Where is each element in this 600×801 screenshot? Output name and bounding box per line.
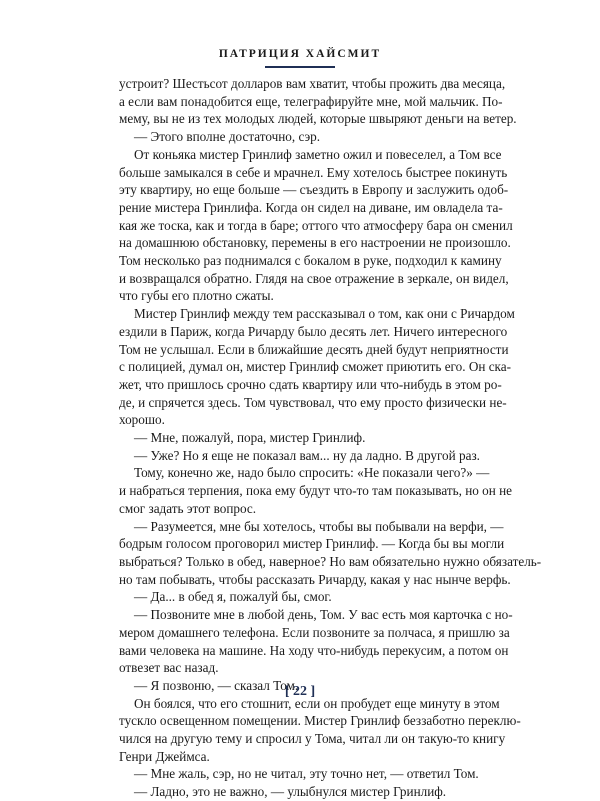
text-line: и возвращался обратно. Глядя на свое отражение в зеркале, он видел, — [119, 270, 509, 286]
text-line: отвезет вас назад. — [119, 660, 219, 676]
text-line: Он боялся, что его стошнит, если он пробудет еще минуту в этом — [134, 695, 500, 711]
text-line: а если вам понадобится еще, телеграфируйте мне, мой мальчик. По- — [119, 93, 503, 109]
running-header — [0, 48, 600, 68]
text-line: — Уже? Но я еще не показал вам... ну да ладно. В другой раз. — [134, 447, 480, 463]
text-line: вами человека на машине. На ходу что-нибудь перекусим, а потом он — [119, 642, 509, 658]
text-line: бодрым голосом проговорил мистер Гринлиф. — Когда бы вы могли — [119, 536, 505, 552]
text-line: — Я позвоню, — сказал Том. — [134, 677, 299, 693]
text-line: мером домашнего телефона. Если позвоните за полчаса, я пришлю за — [119, 624, 510, 640]
text-line: с полицией, думал он, мистер Гринлиф сможет приютить его. Он ска- — [119, 359, 512, 375]
text-line: жет, что пришлось срочно сдать квартиру или что-нибудь в этом ро- — [119, 376, 502, 392]
text-line: кая же тоска, как и тогда в баре; оттого что атмосферу бара он сменил — [119, 217, 513, 233]
text-line: смог задать этот вопрос. — [119, 500, 257, 516]
text-line: — Да... в обед я, пожалуй бы, смог. — [134, 589, 332, 605]
text-line: Тому, конечно же, надо было спросить: «Не показали чего?» — — [134, 465, 490, 481]
text-line: — Ладно, это не важно, — улыбнулся мистер Гринлиф. — [134, 784, 447, 800]
text-line: больше замыкался в себе и мрачнел. Ему хотелось быстрее покинуть — [119, 164, 508, 180]
text-line: — Этого вполне достаточно, сэр. — [134, 129, 321, 145]
text-line: рение мистера Гринлифа. Когда он сидел на диване, им овладела та- — [119, 199, 503, 215]
text-line: — Разумеется, мне бы хотелось, чтобы вы побывали на верфи, — — [134, 518, 504, 534]
text-line: устроит? Шестьсот долларов вам хватит, чтобы прожить два месяца, — [119, 76, 506, 91]
text-line: что губы его плотно сжаты. — [119, 288, 274, 304]
text-line: — Мне, пожалуй, пора, мистер Гринлиф. — [134, 430, 366, 446]
text-line: де, и спрячется здесь. Том чувствовал, что ему просто физически не- — [119, 394, 507, 410]
text-line: Генри Джеймса. — [119, 748, 210, 764]
text-line: выбраться? Только в обед, наверное? Но вам обязательно нужно обязатель- — [119, 553, 542, 569]
text-line: Том не услышал. Если в ближайшие десять дней будут неприятности — [119, 341, 509, 357]
text-line: хорошо. — [119, 412, 165, 428]
text-line: От коньяка мистер Гринлиф заметно ожил и повеселел, а Том все — [134, 146, 502, 162]
text-line: чился на другую тему и спросил у Тома, читал ли он такую-то книгу — [119, 731, 506, 747]
text-line: Мистер Гринлиф между тем рассказывал о том, как они с Ричардом — [134, 306, 515, 322]
text-line: тускло освещенном помещении. Мистер Гринлиф беззаботно переклю- — [119, 713, 521, 729]
header-rule — [265, 66, 335, 68]
author-name: ПАТРИЦИЯ ХАЙСМИТ — [218, 48, 382, 60]
text-line: Том несколько раз поднимался с бокалом в руке, подходил к камину — [119, 253, 502, 269]
text-line: — Позвоните мне в любой день, Том. У вас есть моя карточка с но- — [134, 607, 513, 623]
text-line: ездили в Париж, когда Ричарду было десять лет. Ничего интересного — [119, 323, 508, 339]
text-line: — Мне жаль, сэр, но не читал, эту точно нет, — ответил Том. — [134, 766, 479, 782]
text-line: и набраться терпения, пока ему будут что-то там показывать, но он не — [119, 483, 513, 499]
text-line: мему, вы не из тех молодых людей, которые швыряют деньги на ветер. — [119, 111, 517, 127]
text-line: на домашнюю обстановку, перемены в его настроении не произошло. — [119, 235, 511, 251]
text-line: эту квартиру, но еще больше — съездить в Европу и заслужить одоб- — [119, 182, 509, 198]
page-number: [ 22 ] — [284, 684, 316, 699]
text-line: но там побывать, чтобы рассказать Ричарду, какая у нас нынче верфь. — [119, 571, 511, 587]
